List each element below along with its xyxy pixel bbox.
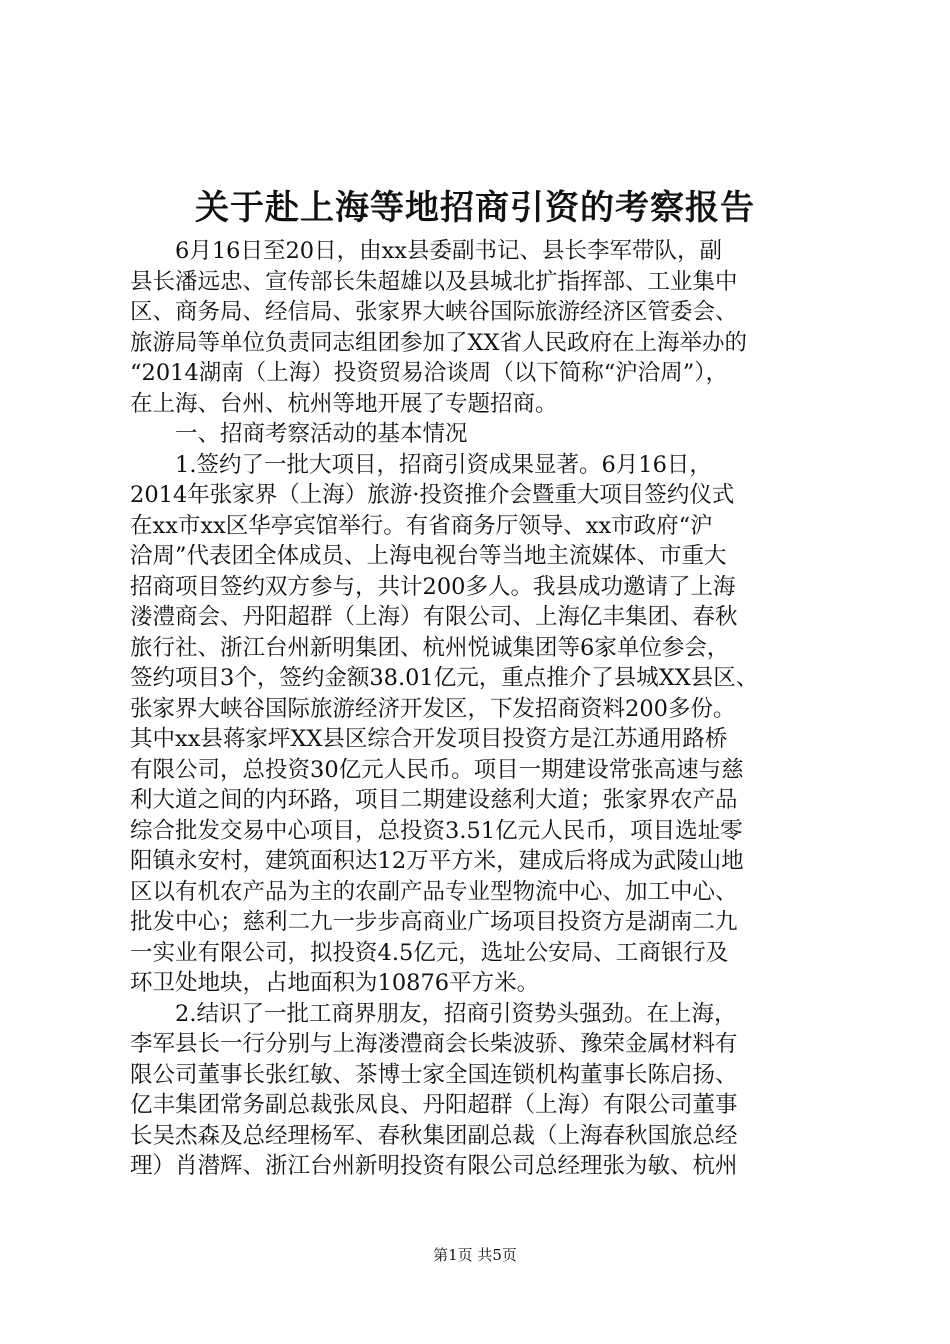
body-line: 招商项目签约双方参与，共计200多人。我县成功邀请了上海 (130, 573, 736, 600)
body-line: 在xx市xx区华亭宾馆举行。有省商务厅领导、xx市政府“沪 (130, 512, 713, 539)
body-line: 长吴杰森及总经理杨军、春秋集团副总裁（上海春秋国旅总经 (130, 1122, 738, 1149)
body-line: 其中xx县蒋家坪XX县区综合开发项目投资方是江苏通用路桥 (130, 726, 728, 752)
body-line: 2014年张家界（上海）旅游·投资推介会暨重大项目签约仪式 (130, 482, 735, 508)
body-line: 2.结识了一批工商界朋友，招商引资势头强劲。在上海， (130, 1000, 737, 1027)
body-line: 综合批发交易中心项目，总投资3.51亿元人民币，项目选址零 (130, 817, 743, 844)
body-line: 张家界大峡谷国际旅游经济开发区，下发招商资料200多份。 (130, 695, 736, 722)
body-line: 县长潘远忠、宣传部长朱超雄以及县城北扩指挥部、工业集中 (130, 268, 738, 295)
body-line: 1.签约了一批大项目，招商引资成果显著。6月16日， (130, 451, 712, 478)
body-line: 在上海、台州、杭州等地开展了专题招商。 (130, 390, 558, 417)
body-line: 签约项目3个，签约金额38.01亿元，重点推介了县城XX县区、 (130, 665, 759, 691)
body-line: 亿丰集团常务副总裁张凤良、丹阳超群（上海）有限公司董事 (130, 1092, 738, 1118)
body-line: 李军县长一行分别与上海溇澧商会长柴波骄、豫荣金属材料有 (130, 1031, 738, 1057)
body-line: 利大道之间的内环路，项目二期建设慈利大道；张家界农产品 (130, 787, 738, 813)
body-line: “2014湖南（上海）投资贸易洽谈周（以下简称“沪洽周”）， (130, 360, 729, 386)
body-line: 限公司董事长张红敏、茶博士家全国连锁机构董事长陈启扬、 (130, 1061, 738, 1088)
body-line: 区以有机农产品为主的农副产品专业型物流中心、加工中心、 (130, 878, 738, 905)
page-indicator: 第1页 共5页 (433, 1246, 517, 1264)
body-line: 旅行社、浙江台州新明集团、杭州悦诚集团等6家单位参会， (130, 634, 730, 661)
body-line: 溇澧商会、丹阳超群（上海）有限公司、上海亿丰集团、春秋 (130, 604, 738, 630)
page-footer (0, 1245, 950, 1265)
body-line: 区、商务局、经信局、张家界大峡谷国际旅游经济区管委会、 (130, 299, 738, 325)
body-line: 批发中心；慈利二九一步步高商业广场项目投资方是湖南二九 (130, 909, 738, 935)
body-line: 洽周”代表团全体成员、上海电视台等当地主流媒体、市重大 (130, 543, 727, 569)
body-line: 环卫处地块，占地面积为10876平方米。 (130, 970, 540, 996)
document-title: 关于赴上海等地招商引资的考察报告 (195, 188, 755, 228)
body-line: 一实业有限公司，拟投资4.5亿元，选址公安局、工商银行及 (130, 939, 729, 966)
document-body (130, 236, 850, 1182)
body-line: 理）肖潜辉、浙江台州新明投资有限公司总经理张为敏、杭州 (130, 1153, 738, 1179)
body-line: 有限公司，总投资30亿元人民币。项目一期建设常张高速与慈 (130, 756, 744, 783)
body-line: 阳镇永安村，建筑面积达12万平方米，建成后将成为武陵山地 (130, 848, 744, 874)
body-line: 6月16日至20日，由xx县委副书记、县长李军带队，副 (130, 238, 722, 264)
body-line: 旅游局等单位负责同志组团参加了XX省人民政府在上海举办的 (130, 329, 748, 356)
section-heading: 一、招商考察活动的基本情况 (130, 421, 468, 447)
